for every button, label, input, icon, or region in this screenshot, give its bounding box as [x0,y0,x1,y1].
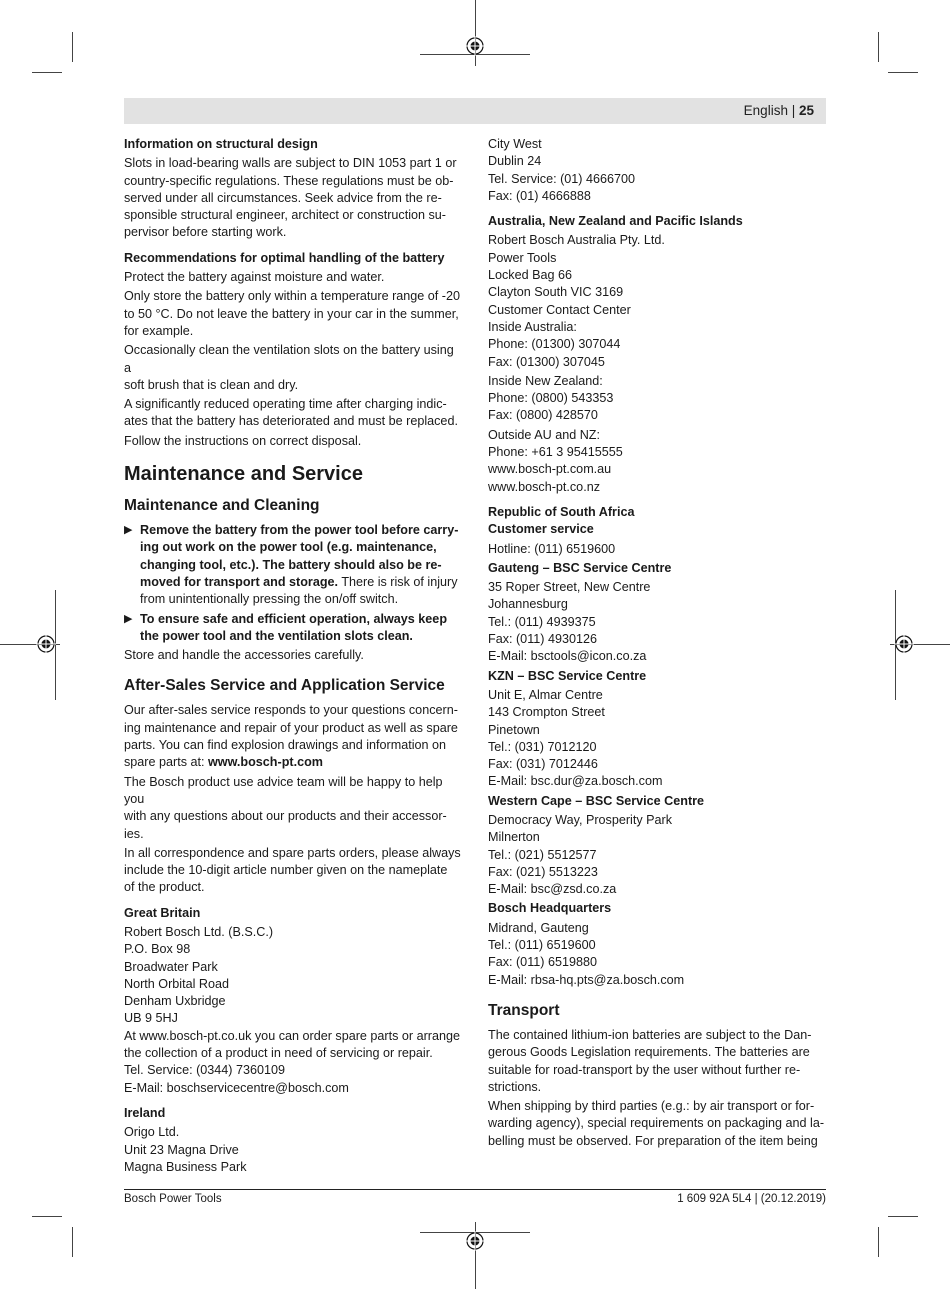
text-line: Fax: (011) 4930126 [488,632,597,647]
crop-mark [32,72,62,73]
text-line: Only store the battery only within a temperature range of -20 [124,289,461,304]
cleaning-heading: Maintenance and Cleaning [124,497,320,515]
text-line: www.bosch-pt.com.au [488,462,612,477]
text-line: gerous Goods Legislation requirements. The batteries are [488,1045,810,1060]
crop-mark [888,72,918,73]
hq-address [488,920,828,989]
text-line: The contained lithium-ion batteries are subject to the Dan- [488,1027,812,1042]
text-line: Unit 23 Magna Drive [124,1142,239,1157]
sa-hotline: Hotline: (011) 6519600 [488,541,616,556]
text-line: for example. [124,323,194,338]
text-line: of the product. [124,880,205,895]
text-line: warding agency), special requirements on packaging and la- [488,1116,825,1131]
nz-contact [488,373,828,425]
text-line: Robert Bosch Ltd. (B.S.C.) [124,924,274,939]
text-line: In all correspondence and spare parts orders, please always [124,845,461,860]
footer-doc-number: 1 609 92A 5L4 | (20.12.2019) [677,1193,826,1205]
text-line: Outside AU and NZ: [488,427,600,442]
wc-heading: Western Cape – BSC Service Centre [488,793,705,808]
left-column [124,136,464,1178]
text-line: with any questions about our products and their accessor- [124,809,447,824]
warning-bullet [124,611,464,646]
crop-mark [888,1216,918,1217]
header-text [744,103,814,118]
text-line: Occasionally clean the ventilation slots on the battery using a [124,343,454,375]
text-line: ies. [124,826,144,841]
transport-heading: Transport [488,1001,560,1019]
text-line: Fax: (011) 6519880 [488,955,597,970]
text-line: Pinetown [488,722,540,737]
maintenance-title: Maintenance and Service [124,463,363,486]
text-line: Democracy Way, Prosperity Park [488,812,673,827]
text-line: Inside Australia: [488,319,577,334]
bosch-pt-link[interactable]: www.bosch-pt.com [208,755,323,770]
text-line: Johannesburg [488,597,568,612]
text-line: Milnerton [488,830,540,845]
battery-p1: Protect the battery against moisture and water. [124,270,385,285]
aftersales-p1 [124,702,464,771]
wc-address [488,812,828,898]
text-line: moved for transport and storage. [140,574,339,589]
text-line: 35 Roper Street, New Centre [488,580,651,595]
text-line: soft brush that is clean and dry. [124,377,299,392]
text-line: Phone: (0800) 543353 [488,391,614,406]
crop-mark [878,32,879,62]
aus-heading: Australia, New Zealand and Pacific Islands [488,214,743,229]
text-line: served under all circumstances. Seek advice from the re- [124,190,442,205]
outside-contact [488,427,828,496]
aftersales-p2 [124,774,464,843]
ireland-address-cont [488,136,828,205]
aftersales-p3 [124,845,464,897]
aftersales-heading: After-Sales Service and Application Service [124,677,445,695]
text-line: Fax: (01) 4666888 [488,188,591,203]
text-line: North Orbital Road [124,976,229,991]
text-line: country-specific regulations. These regulations must be ob- [124,173,454,188]
text-line: E-Mail: rbsa-hq.pts@za.bosch.com [488,972,685,987]
text-line: Tel.: (011) 4939375 [488,614,596,629]
text-line: Slots in load-bearing walls are subject to DIN 1053 part 1 or [124,156,457,171]
text-line: Robert Bosch Australia Pty. Ltd. [488,233,665,248]
registration-target-icon [894,634,914,654]
text-line: A significantly reduced operating time after charging indic- [124,397,447,412]
text-line: include the 10-digit article number given on the nameplate [124,863,448,878]
text-line: ates that the battery has deteriorated and must be replaced. [124,414,458,429]
text-line: When shipping by third parties (e.g.: by air transport or for- [488,1099,815,1114]
text-line: to 50 °C. Do not leave the battery in your car in the summer, [124,306,459,321]
bullet-arrow-icon: ▶ [124,612,133,625]
gauteng-heading: Gauteng – BSC Service Centre [488,560,672,575]
text-line: Tel. Service: (01) 4666700 [488,171,636,186]
text-line: suitable for road-transport by the user without further re- [488,1062,801,1077]
header-language: English [743,103,788,118]
crop-mark [32,1216,62,1217]
text-line: UB 9 5HJ [124,1011,178,1026]
crop-mark [72,1227,73,1257]
text-line: Clayton South VIC 3169 [488,285,624,300]
text-line: Inside New Zealand: [488,373,603,388]
text-line: P.O. Box 98 [124,942,191,957]
text-line: Fax: (0800) 428570 [488,408,598,423]
kzn-heading: KZN – BSC Service Centre [488,668,647,683]
text-line: strictions. [488,1079,542,1094]
text-line: sponsible structural engineer, architect or construction su- [124,208,447,223]
battery-heading: Recommendations for optimal handling of the battery [124,250,445,265]
registration-target-icon [36,634,56,654]
text-line: spare parts at: [124,755,208,770]
text-line: Tel. Service: (0344) 7360109 [124,1063,286,1078]
text-line: the collection of a product in need of servicing or repair. [124,1046,433,1061]
text-line: www.bosch-pt.co.nz [488,479,600,494]
text-line: 143 Crompton Street [488,705,605,720]
text-line: Customer Contact Center [488,302,631,317]
text-line: ing out work on the power tool (e.g. maintenance, [140,540,437,555]
battery-p4 [124,396,464,431]
gauteng-address [488,579,828,665]
transport-p2 [488,1098,828,1150]
sa-heading: Republic of South Africa [488,504,635,519]
text-line: Fax: (031) 7012446 [488,757,598,772]
footer-brand: Bosch Power Tools [124,1193,222,1205]
text-line: At www.bosch-pt.co.uk you can order spare parts or arrange [124,1028,460,1043]
battery-p5: Follow the instructions on correct disposal. [124,433,362,448]
text-line: E-Mail: bsc@zsd.co.za [488,882,617,897]
text-line: from unintentionally pressing the on/off switch. [140,592,399,607]
registration-target-icon [465,1231,485,1251]
crop-mark [878,1227,879,1257]
text-line: E-Mail: bsctools@icon.co.za [488,649,647,664]
text-line: pervisor before starting work. [124,225,287,240]
page-number: 25 [798,103,814,118]
text-line: Our after-sales service responds to your questions concern- [124,703,458,718]
warning-bullet [124,522,464,608]
text-line: E-Mail: bsc.dur@za.bosch.com [488,774,663,789]
battery-p3 [124,342,464,394]
registration-line [475,0,476,66]
gb-heading: Great Britain [124,905,201,920]
sa-customer-service-heading: Customer service [488,522,594,537]
text-line: belling must be observed. For preparation of the item being [488,1133,818,1148]
text-line: parts. You can find explosion drawings and information on [124,738,447,753]
ireland-heading: Ireland [124,1105,166,1120]
transport-p1 [488,1027,828,1096]
footer-divider [124,1189,826,1190]
text-line: Magna Business Park [124,1159,247,1174]
aus-address [488,232,828,370]
text-line: Tel.: (031) 7012120 [488,739,597,754]
text-line: Phone: (01300) 307044 [488,337,621,352]
bullet-arrow-icon: ▶ [124,524,133,537]
text-line: Fax: (021) 5513223 [488,864,598,879]
hq-heading: Bosch Headquarters [488,901,612,916]
text-line: Fax: (01300) 307045 [488,354,605,369]
crop-mark [72,32,73,62]
ireland-address [124,1124,464,1176]
text-line: changing tool, etc.). The battery should also be re- [140,557,442,572]
text-line: Locked Bag 66 [488,268,573,283]
text-line: Dublin 24 [488,154,542,169]
battery-p2 [124,288,464,340]
text-line: Midrand, Gauteng [488,920,589,935]
text-line: Tel.: (011) 6519600 [488,938,596,953]
text-line: ing maintenance and repair of your product as well as spare [124,720,458,735]
text-line: Unit E, Almar Centre [488,687,603,702]
text-line: Origo Ltd. [124,1125,180,1140]
text-line: Denham Uxbridge [124,994,226,1009]
registration-target-icon [465,36,485,56]
header-separator: | [787,103,799,118]
structural-text [124,155,464,241]
gb-address [124,924,464,1097]
text-line: Broadwater Park [124,959,218,974]
store-text: Store and handle the accessories carefully. [124,648,364,663]
text-line: Remove the battery from the power tool before carry- [140,523,459,538]
text-line: the power tool and the ventilation slots clean. [140,628,413,643]
right-column [488,136,828,1152]
structural-heading: Information on structural design [124,137,318,151]
text-line: There is risk of injury [338,574,458,589]
text-line: Phone: +61 3 95415555 [488,445,623,460]
text-line: Power Tools [488,250,557,265]
text-line: E-Mail: boschservicecentre@bosch.com [124,1080,349,1095]
text-line: The Bosch product use advice team will be happy to help you [124,774,443,806]
kzn-address [488,687,828,791]
page-header [124,98,826,124]
text-line: Tel.: (021) 5512577 [488,847,597,862]
text-line: To ensure safe and efficient operation, always keep [140,611,448,626]
text-line: City West [488,137,542,151]
